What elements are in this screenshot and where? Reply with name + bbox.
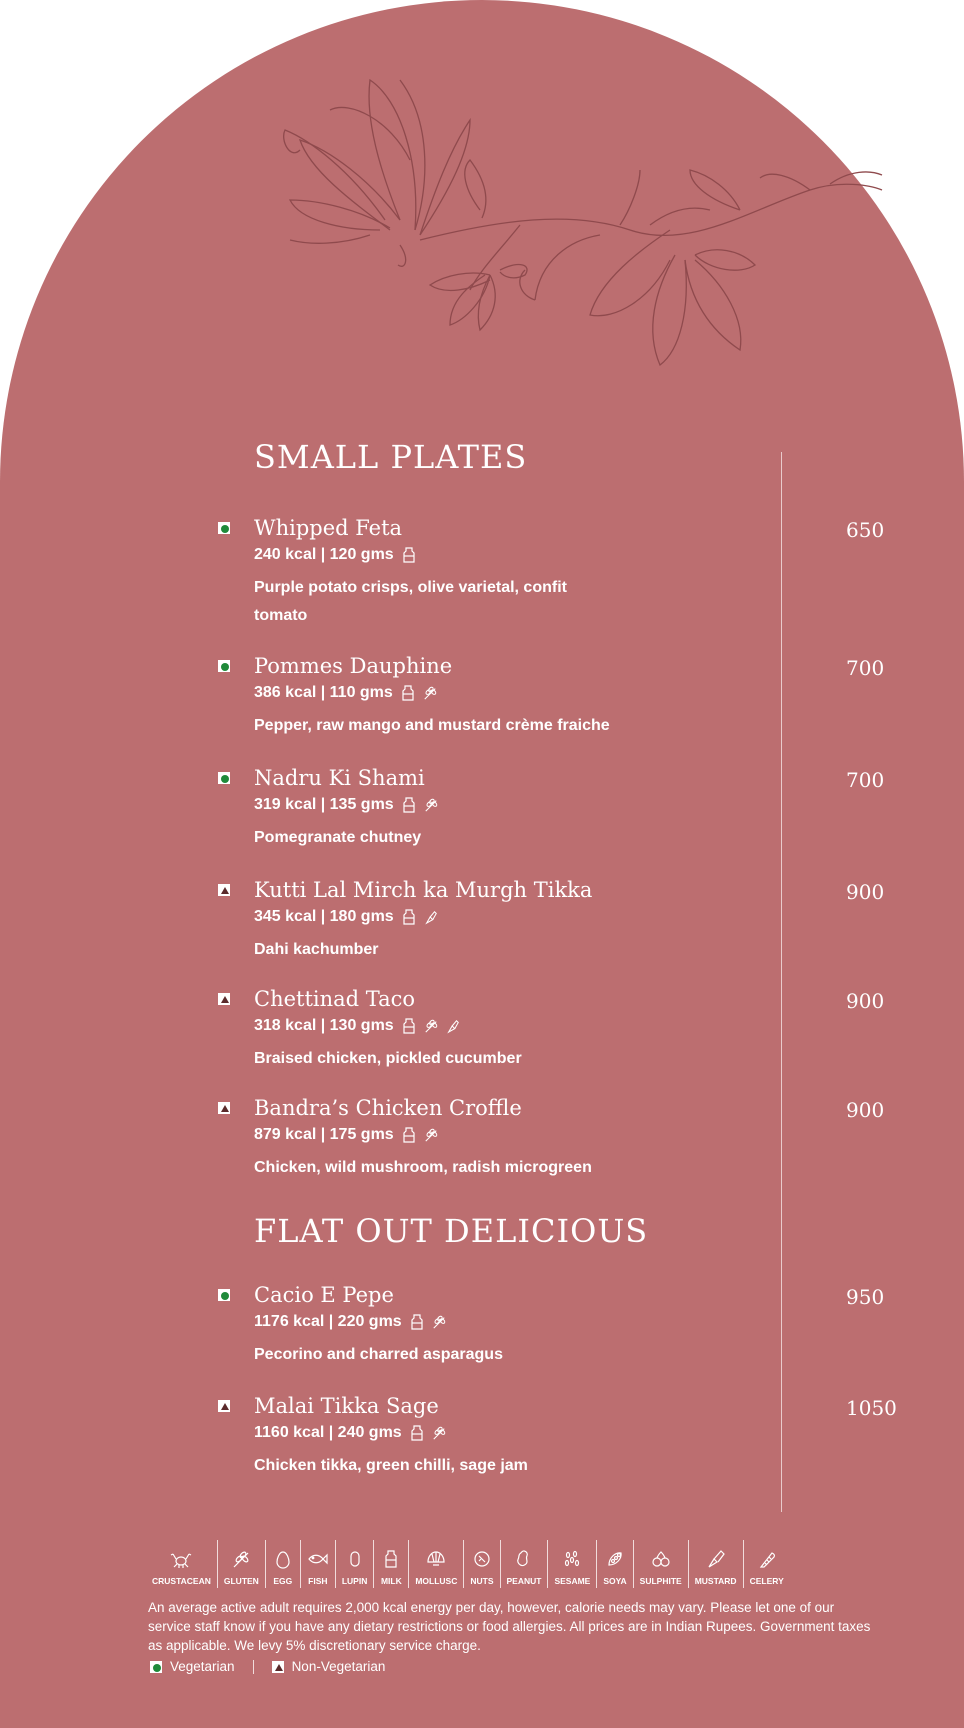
menu-item-pommes-dauphine	[218, 654, 908, 734]
milk-icon	[402, 547, 416, 563]
crustacean-icon	[170, 1548, 192, 1570]
item-name: Malai Tikka Sage	[254, 1394, 439, 1418]
menu-item-chicken-croffle	[218, 1096, 908, 1176]
mustard-icon	[446, 1018, 460, 1034]
item-price: 1050	[846, 1396, 897, 1420]
item-meta: 1160 kcal | 240 gms	[254, 1424, 446, 1442]
allergen-lupin: LUPIN	[336, 1540, 375, 1588]
allergen-mollusc: MOLLUSC	[409, 1540, 464, 1588]
menu-item-cacio-e-pepe	[218, 1283, 908, 1363]
allergen-mustard: MUSTARD	[689, 1540, 744, 1588]
item-description: Chicken, wild mushroom, radish microgreen	[254, 1159, 592, 1176]
milk-icon	[410, 1314, 424, 1330]
sulphite-icon	[650, 1548, 672, 1570]
gluten-icon	[432, 1314, 446, 1330]
item-price: 900	[846, 1098, 885, 1122]
veg-key-label: Vegetarian	[170, 1659, 235, 1674]
milk-icon	[402, 797, 416, 813]
allergen-peanut: PEANUT	[501, 1540, 549, 1588]
allergen-fish: FISH	[301, 1540, 336, 1588]
gluten-icon	[423, 685, 437, 701]
item-meta: 1176 kcal | 220 gms	[254, 1313, 446, 1331]
key-separator	[253, 1660, 254, 1674]
allergen-celery: CELERY	[744, 1540, 790, 1588]
veg-marker-icon	[150, 1661, 162, 1673]
item-description: Pepper, raw mango and mustard crème fraiche	[254, 717, 610, 734]
veg-marker-icon	[218, 660, 230, 672]
non-veg-marker-icon	[272, 1661, 284, 1673]
item-meta: 345 kcal | 180 gms	[254, 908, 438, 926]
item-price: 650	[846, 518, 885, 542]
gluten-icon	[424, 1127, 438, 1143]
allergen-sesame: SESAME	[548, 1540, 597, 1588]
milk-icon	[402, 1018, 416, 1034]
milk-icon	[380, 1548, 402, 1570]
veg-marker-icon	[218, 772, 230, 784]
item-name: Nadru Ki Shami	[254, 766, 425, 790]
item-meta: 318 kcal | 130 gms	[254, 1017, 460, 1035]
item-meta: 319 kcal | 135 gms	[254, 796, 438, 814]
item-name: Kutti Lal Mirch ka Murgh Tikka	[254, 878, 593, 902]
item-meta: 386 kcal | 110 gms	[254, 684, 437, 702]
section-title-small-plates: SMALL PLATES	[254, 438, 528, 476]
gluten-icon	[424, 797, 438, 813]
peanut-icon	[513, 1548, 535, 1570]
non-veg-key-label: Non-Vegetarian	[291, 1659, 386, 1674]
menu-item-murgh-tikka	[218, 878, 908, 958]
milk-icon	[410, 1425, 424, 1441]
fish-icon	[307, 1548, 329, 1570]
section-title-flat-out-delicious: FLAT OUT DELICIOUS	[254, 1212, 649, 1250]
mollusc-icon	[425, 1548, 447, 1570]
item-description: Dahi kachumber	[254, 941, 379, 958]
allergen-crustacean: CRUSTACEAN	[146, 1540, 218, 1588]
allergen-sulphite: SULPHITE	[634, 1540, 689, 1588]
magnolia-branch-illustration	[270, 60, 890, 380]
item-description: Pecorino and charred asparagus	[254, 1346, 503, 1363]
item-name: Cacio E Pepe	[254, 1283, 394, 1307]
mustard-icon	[424, 909, 438, 925]
menu-item-nadru-ki-shami	[218, 766, 908, 846]
allergen-soya: SOYA	[597, 1540, 633, 1588]
item-price: 900	[846, 989, 885, 1013]
non-veg-marker-icon	[218, 884, 230, 896]
sesame-icon	[561, 1548, 583, 1570]
non-veg-marker-icon	[218, 1102, 230, 1114]
item-meta: 240 kcal | 120 gms	[254, 546, 416, 564]
diet-key	[150, 1659, 385, 1674]
item-description: Braised chicken, pickled cucumber	[254, 1050, 522, 1067]
item-price: 700	[846, 768, 885, 792]
soya-icon	[604, 1548, 626, 1570]
item-name: Chettinad Taco	[254, 987, 416, 1011]
item-price: 700	[846, 656, 885, 680]
veg-marker-icon	[218, 522, 230, 534]
milk-icon	[402, 1127, 416, 1143]
allergen-egg: EGG	[266, 1540, 301, 1588]
nuts-icon	[471, 1548, 493, 1570]
item-name: Pommes Dauphine	[254, 654, 453, 678]
non-veg-marker-icon	[218, 1400, 230, 1412]
item-price: 950	[846, 1285, 885, 1309]
item-price: 900	[846, 880, 885, 904]
celery-icon	[756, 1548, 778, 1570]
allergen-nuts: NUTS	[464, 1540, 500, 1588]
menu-item-malai-tikka-sage	[218, 1394, 908, 1474]
item-meta: 879 kcal | 175 gms	[254, 1126, 438, 1144]
allergen-legend	[146, 1540, 790, 1588]
menu-item-chettinad-taco	[218, 987, 908, 1067]
item-description: Pomegranate chutney	[254, 829, 422, 846]
item-name: Bandra’s Chicken Croffle	[254, 1096, 522, 1120]
milk-icon	[401, 685, 415, 701]
non-veg-marker-icon	[218, 993, 230, 1005]
menu-item-whipped-feta	[218, 516, 908, 624]
milk-icon	[402, 909, 416, 925]
gluten-icon	[424, 1018, 438, 1034]
disclaimer-text: An average active adult requires 2,000 kcal energy per day, however, calorie needs may vary. Please let one of our service staff know if you have any dietary restrictions or food allergies. All prices are in Indian Rupees. Government taxes as applicable. We levy 5% discretionary service charge.	[148, 1600, 871, 1653]
item-description: Chicken tikka, green chilli, sage jam	[254, 1457, 528, 1474]
gluten-icon	[432, 1425, 446, 1441]
item-description: Purple potato crisps, olive varietal, confit tomato	[254, 579, 567, 624]
item-name: Whipped Feta	[254, 516, 403, 540]
allergen-milk: MILK	[374, 1540, 409, 1588]
egg-icon	[272, 1548, 294, 1570]
mustard-icon	[705, 1548, 727, 1570]
lupin-icon	[344, 1548, 366, 1570]
allergen-gluten: GLUTEN	[218, 1540, 266, 1588]
veg-marker-icon	[218, 1289, 230, 1301]
gluten-icon	[230, 1548, 252, 1570]
